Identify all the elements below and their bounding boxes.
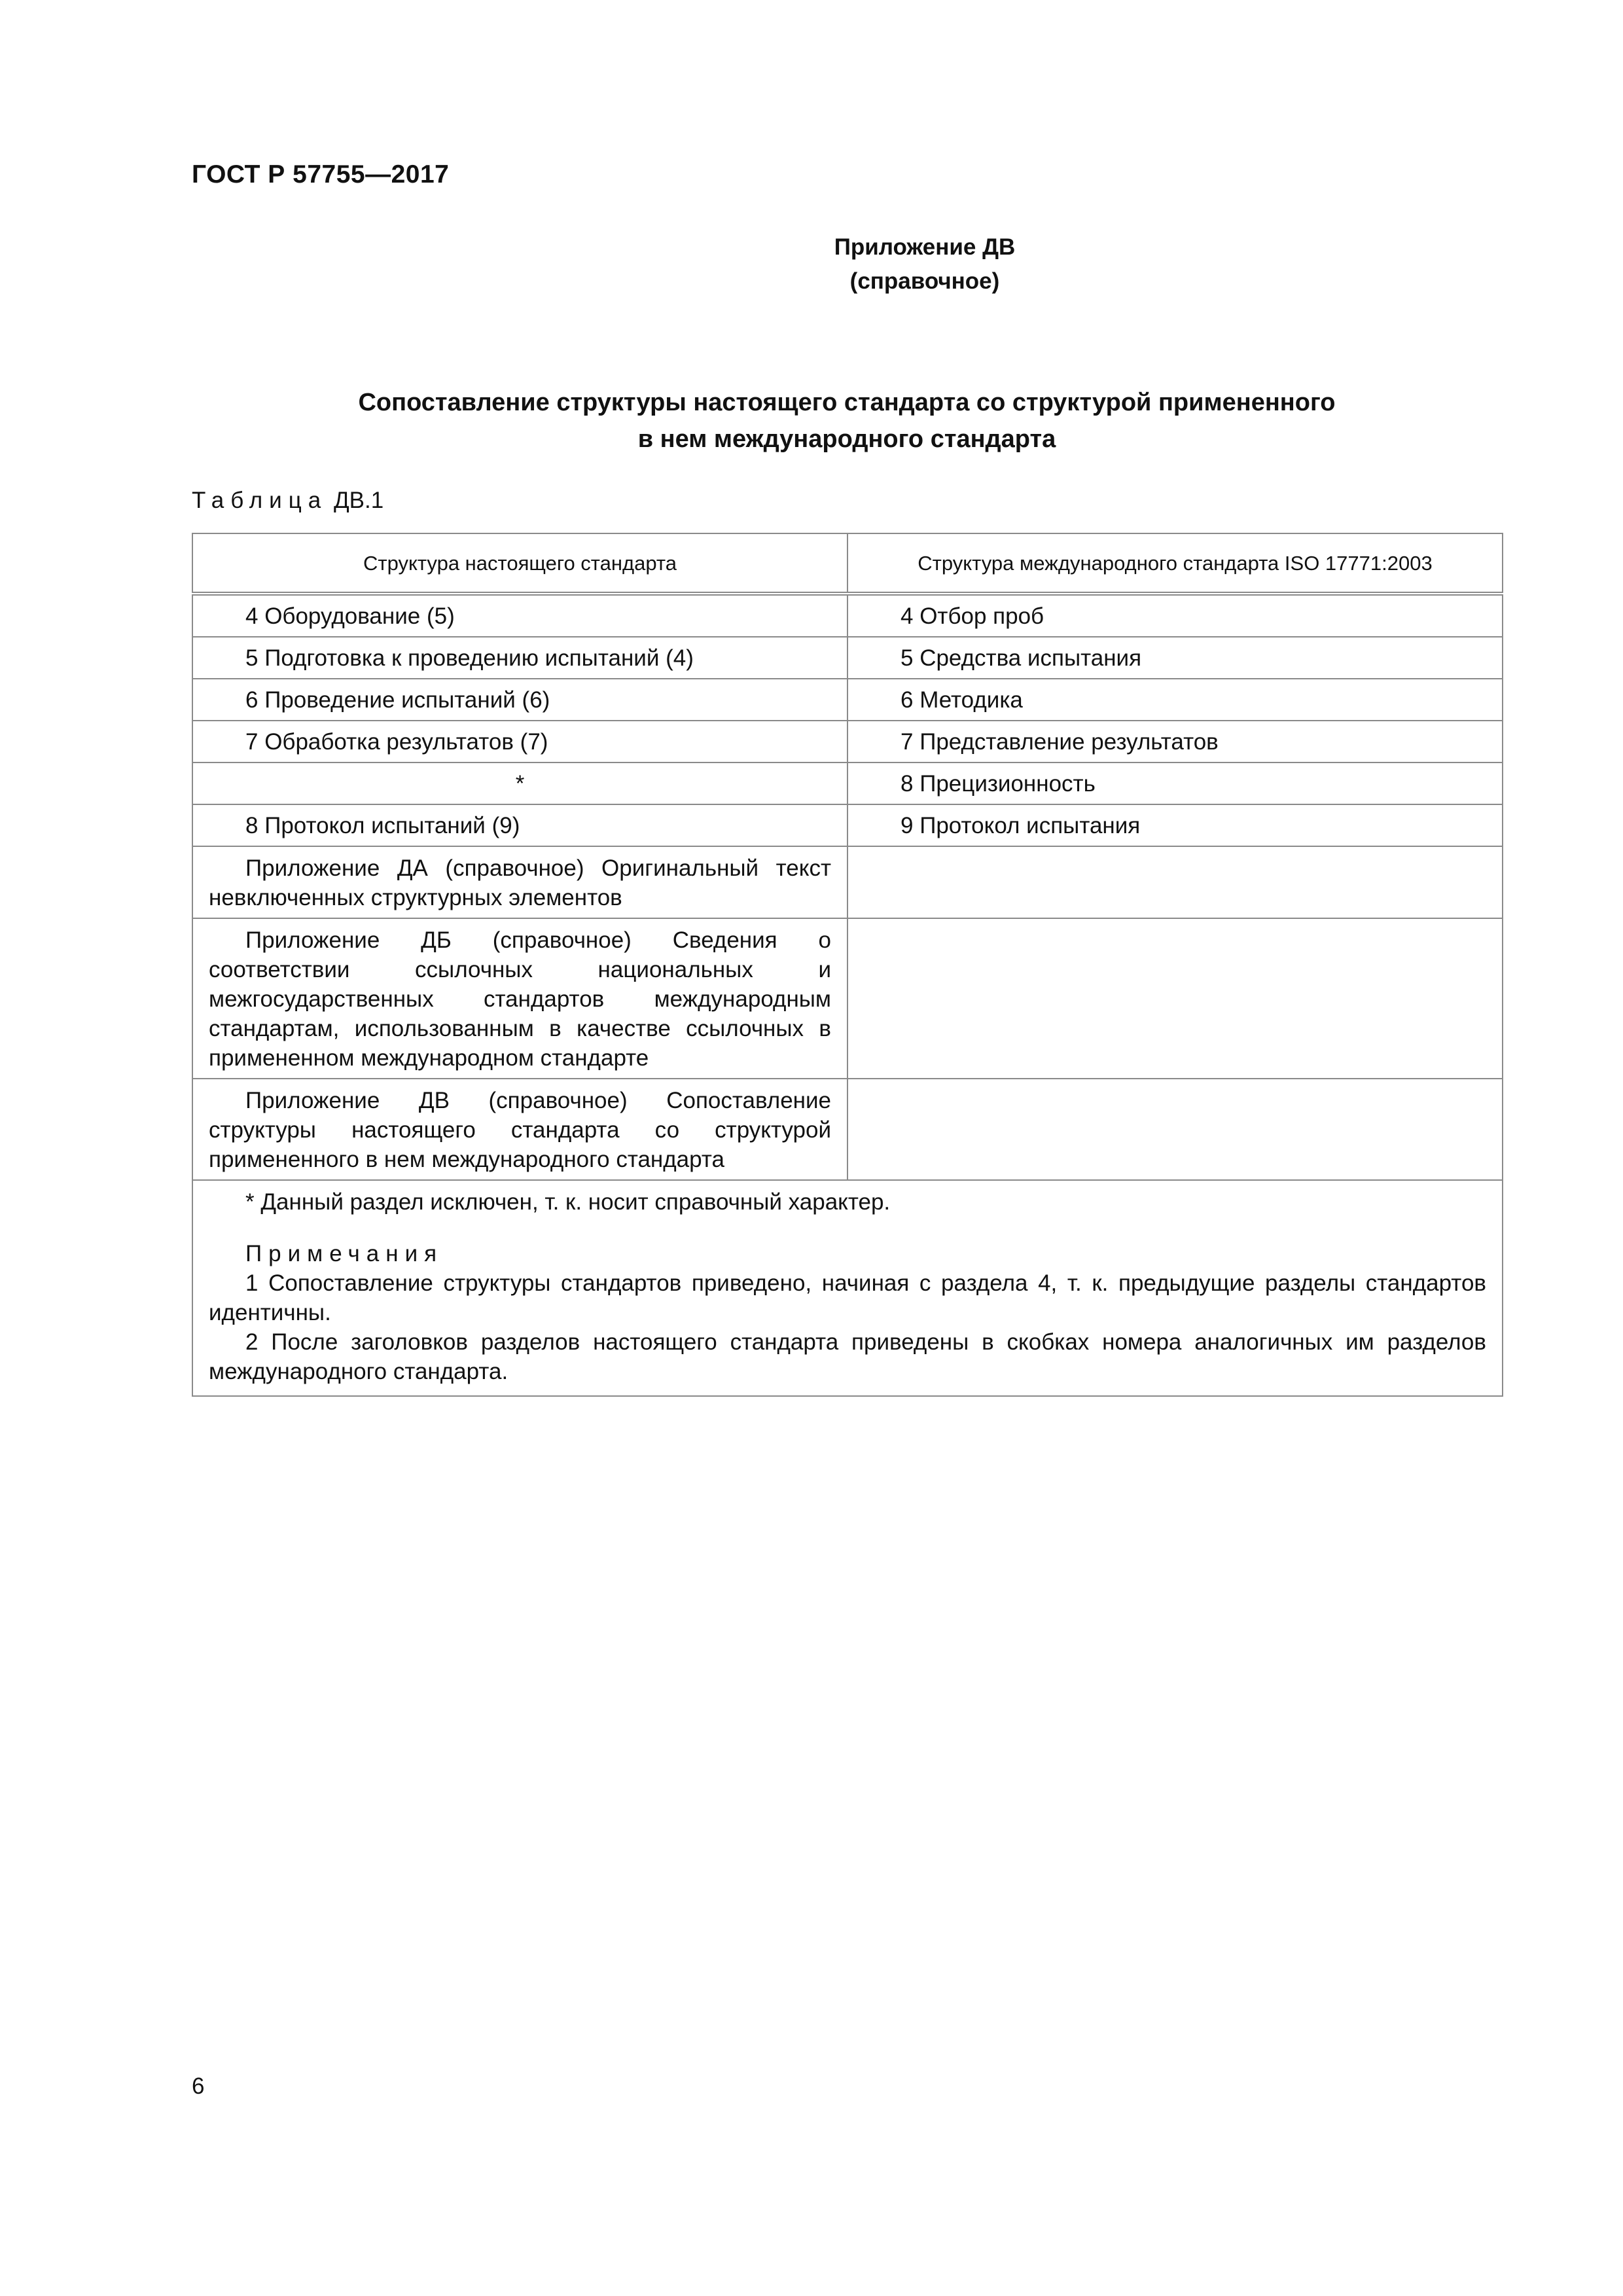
table-row (192, 679, 1503, 721)
cell-text: 4 Отбор проб (901, 603, 1044, 629)
cell-text: 5 Средства испытания (901, 645, 1142, 671)
page-number: 6 (192, 2073, 205, 2099)
table-caption (192, 488, 383, 514)
cell-text: 7 Представление результатов (901, 728, 1219, 755)
table-caption-word: Таблица (192, 488, 328, 513)
page-title-line1: Сопоставление структуры настоящего стандарта со структурой примененного (358, 389, 1336, 416)
cell-text: Приложение ДБ (справочное) Сведения о соответствии ссылочных национальных и межгосударственных стандартов международным стандартам, использованным в качестве ссылочных в примененном международном стандарте (209, 927, 831, 1071)
table-cell (847, 846, 1503, 918)
cell-text: 7 Обработка результатов (7) (245, 728, 548, 755)
table-cell (847, 637, 1503, 679)
table-row (192, 804, 1503, 846)
table-header-cell: Структура настоящего стандарта (192, 533, 847, 594)
cell-text: 4 Оборудование (5) (245, 603, 455, 629)
table-row (192, 721, 1503, 762)
table-footer-row (192, 1180, 1503, 1396)
cell-text (848, 847, 1502, 859)
page-title-line2: в нем международного стандарта (637, 425, 1056, 453)
table-cell (192, 721, 847, 762)
cell-text: Приложение ДА (справочное) Оригинальный текст невключенных структурных элементов (209, 855, 831, 910)
table-header-cell: Структура международного стандарта ISO 17771:2003 (847, 533, 1503, 594)
cell-text: 8 Прецизионность (901, 770, 1096, 797)
footnote: * Данный раздел исключен, т. к. носит справочный характер. (245, 1189, 891, 1215)
table-row (192, 594, 1503, 637)
table-cell (847, 762, 1503, 804)
cell-text: Приложение ДВ (справочное) Сопоставление структуры настоящего стандарта со структурой примененного в нем международного стандарта (209, 1088, 831, 1172)
table-cell (847, 804, 1503, 846)
table-cell (192, 804, 847, 846)
cell-text: 9 Протокол испытания (901, 812, 1141, 838)
excluded-section-marker: * (515, 770, 525, 797)
table-cell (192, 637, 847, 679)
table-cell (192, 594, 847, 637)
note-item: 1 Сопоставление структуры стандартов приведено, начиная с раздела 4, т. к. предыдущие разделы стандартов идентичны. (209, 1270, 1486, 1325)
table-cell (192, 846, 847, 918)
table-cell (192, 679, 847, 721)
comparison-table (192, 533, 1503, 1397)
table-footer (192, 1180, 1503, 1396)
table-row (192, 637, 1503, 679)
spacer (209, 1217, 1486, 1239)
table-cell (192, 1079, 847, 1180)
table-cell (192, 762, 847, 804)
cell-text (848, 1079, 1502, 1091)
table-cell (847, 721, 1503, 762)
table-cell (847, 918, 1503, 1079)
note-item: 2 После заголовков разделов настоящего стандарта приведены в скобках номера аналогичных им разделов международного стандарта. (209, 1329, 1486, 1384)
table-row (192, 1079, 1503, 1180)
cell-text: 8 Протокол испытаний (9) (245, 812, 520, 838)
cell-text: 6 Проведение испытаний (6) (245, 687, 550, 713)
table-caption-id: ДВ.1 (333, 488, 384, 513)
appendix-name: Приложение ДВ (834, 234, 1016, 260)
cell-text (848, 919, 1502, 931)
table-cell (847, 594, 1503, 637)
table-row (192, 762, 1503, 804)
appendix-type: (справочное) (849, 268, 1000, 294)
table-cell (847, 679, 1503, 721)
cell-text: 6 Методика (901, 687, 1023, 713)
notes-heading: Примечания (245, 1241, 444, 1266)
table-cell (192, 918, 847, 1079)
table-row (192, 846, 1503, 918)
table-row (192, 918, 1503, 1079)
standard-code: ГОСТ Р 57755—2017 (192, 160, 450, 188)
table-cell (847, 1079, 1503, 1180)
cell-text: 5 Подготовка к проведению испытаний (4) (245, 645, 694, 671)
table-header-row (192, 533, 1503, 594)
